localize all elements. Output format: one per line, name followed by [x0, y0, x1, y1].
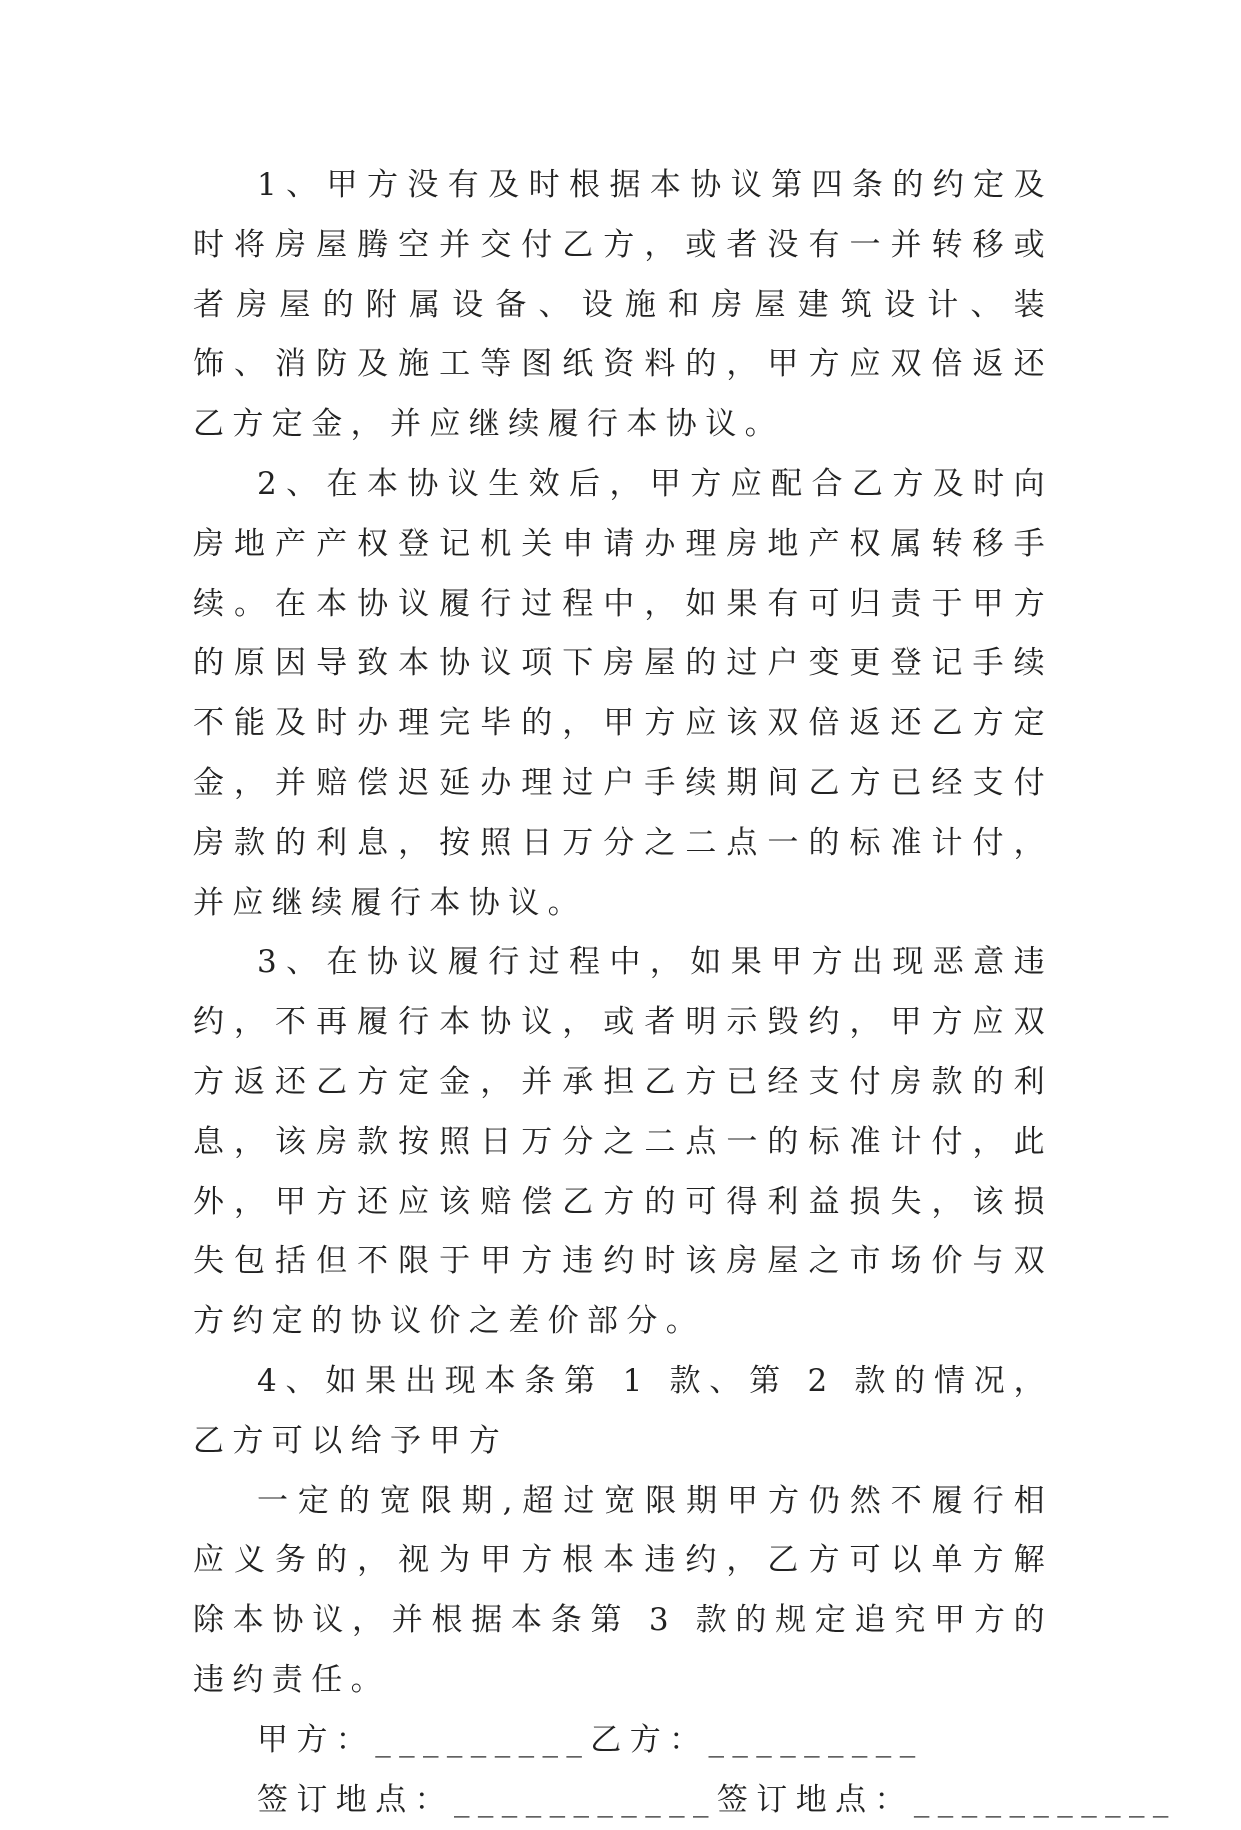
signing-location-line: 签订地点：___________签订地点：___________ — [257, 1781, 1177, 1818]
clause-3-paragraph: 3、在协议履行过程中，如果甲方出现恶意违约，不再履行本协议，或者明示毁约，甲方应双方返还乙方定金，并承担乙方已经支付房款的利息，该房款按照日万分之二点一的标准计付，此外，甲方还应该赔偿乙方的可得利益损失，该损失包括但不限于甲方违约时该房屋之市场价与双方约定的协议价之差价部分。 — [193, 944, 1053, 1340]
clause-4-continuation-paragraph: 一定的宽限期,超过宽限期甲方仍然不履行相应义务的，视为甲方根本违约，乙方可以单方解除本协议，并根据本条第 3 款的规定追究甲方的违约责任。 — [193, 1482, 1053, 1698]
party-signature-line: 甲方：_________乙方：_________ — [257, 1721, 924, 1758]
clause-1-paragraph: 1、甲方没有及时根据本协议第四条的约定及时将房屋腾空并交付乙方，或者没有一并转移或者房屋的附属设备、设施和房屋建筑设计、装饰、消防及施工等图纸资料的，甲方应双倍返还乙方定金，并应继续履行本协议。 — [193, 167, 1053, 443]
clause-4-paragraph: 4、如果出现本条第 1 款、第 2 款的情况，乙方可以给予甲方 — [193, 1362, 1053, 1459]
document-body — [193, 156, 1177, 1830]
clause-2-paragraph: 2、在本协议生效后，甲方应配合乙方及时向房地产产权登记机关申请办理房地产权属转移手续。在本协议履行过程中，如果有可归责于甲方的原因导致本协议项下房屋的过户变更登记手续不能及时办理完毕的，甲方应该双倍返还乙方定金，并赔偿迟延办理过户手续期间乙方已经支付房款的利息，按照日万分之二点一的标准计付，并应继续履行本协议。 — [193, 465, 1053, 921]
